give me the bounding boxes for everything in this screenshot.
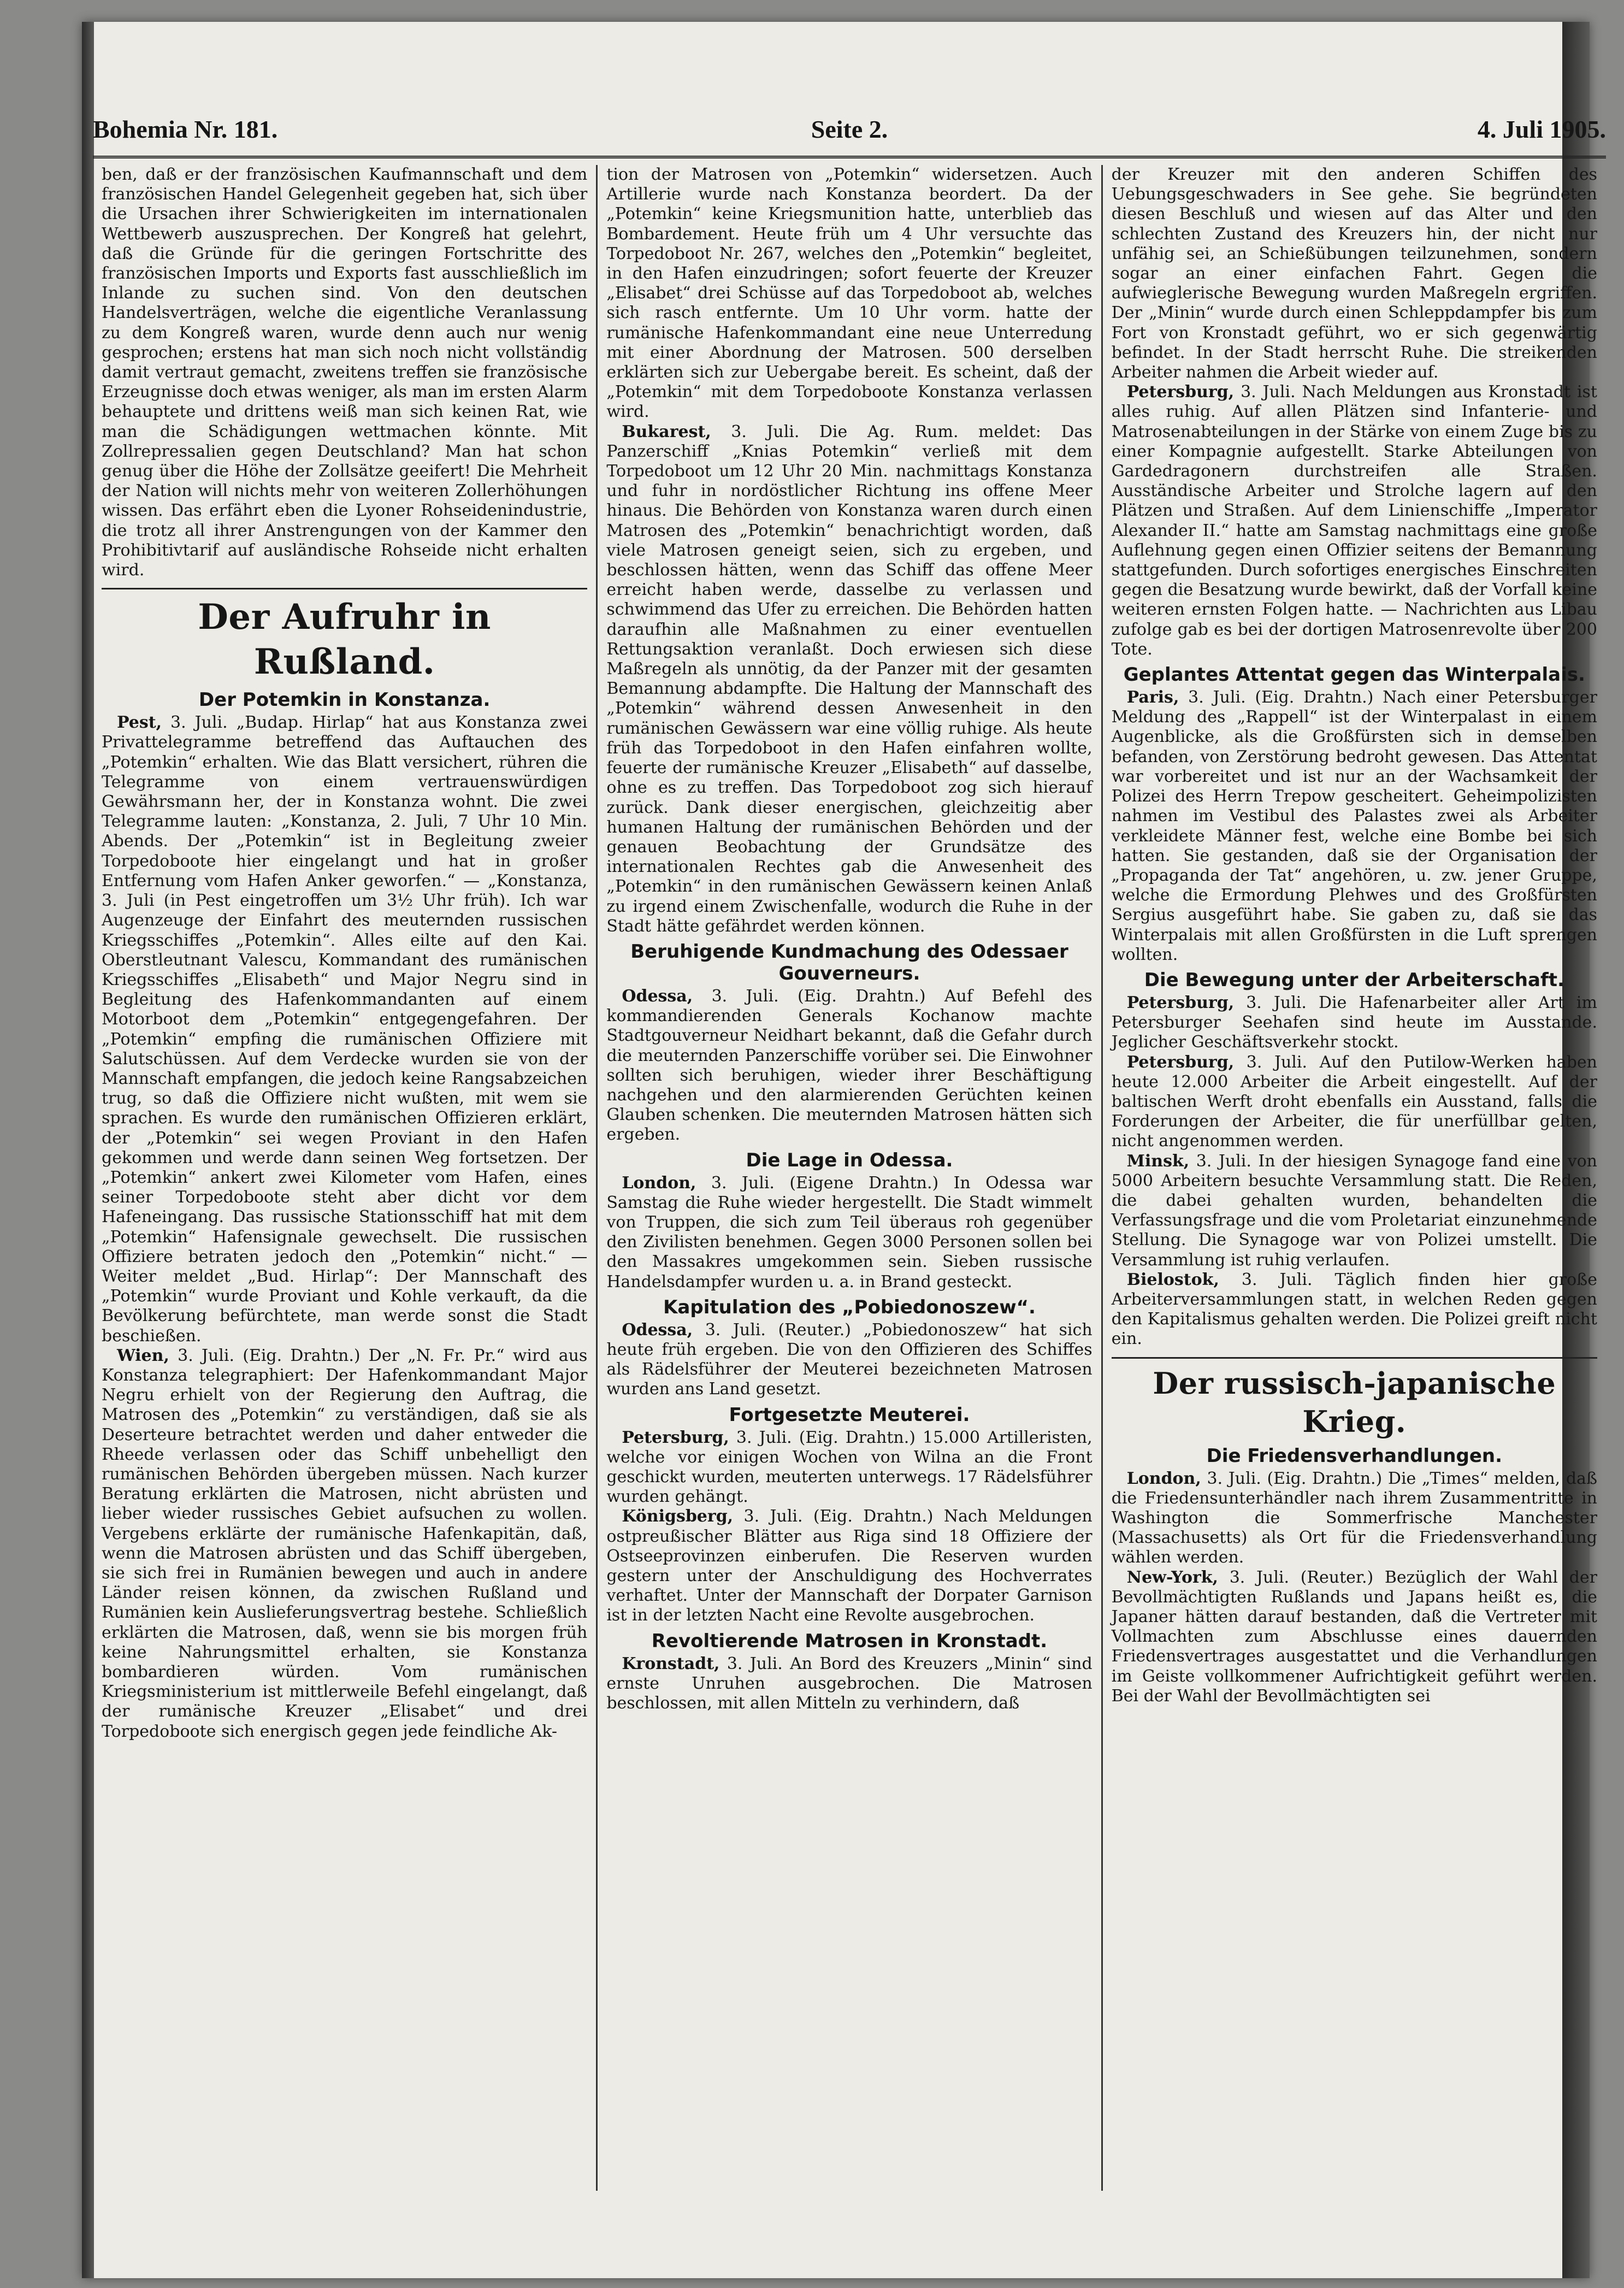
article-continuation: ben, daß er der französischen Kaufmannschaft und dem französischen Handel Gelegenheit gegeben hat, sich über die Ursachen ihrer Schwierigkeiten im internationalen Wettbewerb auszusprechen. Der Kongreß hat gelehrt, daß die Gründe für die geringen Fortschritte des französischen Imports und Exports fast ausschließlich im Inlande zu suchen sind. Von den deutschen Handelsverträgen, welche die eigentliche Veranlassung zu dem Kongreß waren, wurde denn auch nur wenig gesprochen; erstens hat man sich noch nicht vollständig damit vertraut gemacht, zweitens treffen sie französische Erzeugnisse doch etwas weniger, als man im ersten Alarm behauptete und drittens weiß man sich keinen Rat, wie man die Schädigungen wettmachen könnte. Mit Zollrepressalien gegen Deutschland? Man hat schon genug über die Höhe der Zollsätze geeifert! Die Mehrheit der Nation will nichts mehr von weiteren Zollerhöhungen wissen. Das erfährt eben die Lyoner Rohseidenindustrie, die trotz all ihrer Anstrengungen von der Kammer den Prohibitivtarif auf ausländische Rohseide nicht erhalten wird.	[102, 165, 588, 580]
header-issue: Bohemia Nr. 181.	[93, 115, 278, 143]
dispatch-place: London,	[622, 1173, 696, 1193]
dispatch-place: New-York,	[1126, 1567, 1218, 1587]
page-header	[93, 115, 1606, 153]
section-title: Der Aufruhr in Rußland.	[198, 597, 491, 683]
dispatch-text: 3. Juli. Auf den Putilow-Werken haben heute 12.000 Arbeiter die Arbeit eingestellt. Auf der baltischen Werft droht ebenfalls ein Ausstand, falls die Forderungen der Arbeiter, die für unerfüllbar gelten, nicht angenommen werden.	[1111, 1052, 1597, 1151]
subheading: Der Potemkin in Konstanza.	[198, 689, 491, 711]
dispatch-text: 3. Juli. „Budap. Hirlap“ hat aus Konstanza zwei Privattelegramme betreffend das Auftauchen des „Potemkin“ erhalten. Wie das Blatt versichert, rühren die Telegramme von einem vertrauenswürdigen Gewährsmann her, der in Konstanza wohnt. Die zwei Telegramme lauten: „Konstanza, 2. Juli, 7 Uhr 10 Min. Abends. Der „Potemkin“ ist in Begleitung zweier Torpedoboote hier eingelangt und hat in großer Entfernung vom Hafen Anker geworfen.“ — „Konstanza, 3. Juli (in Pest eingetroffen um 3½ Uhr früh). Ich war Augenzeuge der Einfahrt des meuternden russischen Kriegsschiffes „Potemkin“. Alles eilte auf den Kai. Oberstleutnant Valescu, Kommandant des rumänischen Kriegsschiffes „Elisabeth“ und Major Negru sind in Begleitung des Hafenkommandanten auf einem Motorboot dem „Potemkin“ entgegengefahren. Der „Potemkin“ empfing die rumänischen Offiziere mit Salutschüssen. Auf dem Verdecke wurden sie von der Mannschaft empfangen, die jedoch keine Rangsabzeichen trug, so daß die Offiziere nicht wußten, mit wem sie sprachen. Es wurde den rumänischen Offizieren erklärt, der „Potemkin“ sei wegen Proviant in den Hafen gekommen und werde dann seinen Weg fortsetzen. Der „Potemkin“ ankert zwei Kilometer vom Hafen, eines seiner Torpedoboote steht aber dicht vor dem Hafeneingang. Das russische Stationsschiff hat mit dem „Potemkin“ Hafensignale gewechselt. Die russischen Offiziere betraten jedoch den „Potemkin“ nicht.“ — Weiter meldet „Bud. Hirlap“: Der Mannschaft des „Potemkin“ wurde Proviant und Kohle verkauft, da die Bevölkerung befürchtete, man werde sonst die Stadt beschießen.	[102, 713, 588, 1346]
dispatch-text: 3. Juli. (Eig. Drahtn.) Die „Times“ melden, daß die Friedensunterhändler nach ihrem Zusammentritte in Washington die Sommerfrische Manchester (Massachusetts) als Ort für die Friedensverhandlung wählen werden.	[1111, 1469, 1597, 1567]
dispatch-text: 3. Juli. In der hiesigen Synagoge fand eine von 5000 Arbeitern besuchte Versammlung statt. Die Reden, die dabei gehalten wurden, behandelten die Verfassungsfrage und die vom Proletariat einzunehmende Stellung. Die Synagoge war von Polizei umstellt. Die Versammlung ist ruhig verlaufen.	[1111, 1151, 1597, 1270]
dispatch	[606, 1428, 1092, 1507]
subheading: Kapitulation des „Pobiedonoszew“.	[663, 1296, 1036, 1318]
dispatch-place: Kronstadt,	[622, 1654, 720, 1673]
dispatch-text: 3. Juli. (Eigene Drahtn.) In Odessa war Samstag die Ruhe wieder hergestellt. Die Stadt wimmelt von Truppen, die sich zum Teil überaus roh gegenüber den Zivilisten benehmen. Gegen 3000 Personen sollen bei den Massakres umgekommen sein. Sieben russische Handelsdampfer wurden u. a. in Brand gesteckt.	[606, 1173, 1092, 1292]
article-continuation: der Kreuzer mit den anderen Schiffen des Uebungsgeschwaders in See gehe. Sie begründeten diesen Beschluß und wiesen auf das Alter und den schlechten Zustand des Kreuzers hin, der nicht nur unfähig sei, an Schießübungen teilzunehmen, sondern sogar an einer einfachen Fahrt. Gegen die aufwieglerische Bewegung wurden Maßregeln ergriffen. Der „Minin“ wurde durch einen Schleppdampfer bis zum Fort von Kronstadt geführt, wo er sich gegenwärtig befindet. In der Stadt herrscht Ruhe. Die streikenden Arbeiter nahmen die Arbeit wieder auf.	[1111, 165, 1597, 382]
dispatch	[606, 987, 1092, 1145]
subheading: Die Friedensverhandlungen.	[1206, 1444, 1503, 1467]
section-rule	[102, 588, 587, 589]
dispatch-text: 3. Juli. (Eig. Drahtn.) Der „N. Fr. Pr.“ wird aus Konstanza telegraphiert: Der Hafenkommandant Major Negru erhielt von der Regierung den Auftrag, die Matrosen des „Potemkin“ zu verständigen, daß sie als Deserteure betrachtet werden und daher entweder die Rheede verlassen oder das Schiff unbehelligt den rumänischen Behörden übergeben müssen. Nach kurzer Beratung erklärten die Matrosen, nicht abrüsten und lieber wieder russisches Gebiet aufsuchen zu wollen. Vergebens erklärte der rumänische Hafenkapitän, daß, wenn die Matrosen abrüsten und das Schiff übergeben, sie sich frei in Rumänien bewegen und auch in andere Länder reisen können, da zwischen Rußland und Rumänien kein Auslieferungsvertrag bestehe. Schließlich erklärten die Matrosen, daß, wenn sie bis morgen früh keine Nahrungsmittel erhalten, sie Konstanza bombardieren würden. Vom rumänischen Kriegsministerium ist mittlerweile Befehl eingelangt, daß der rumänische Kreuzer „Elisabet“ und drei Torpedoboote sich energisch gegen jede feindliche Ak-	[102, 1346, 588, 1741]
subheading: Fortgesetzte Meuterei.	[729, 1404, 970, 1426]
dispatch-place: Wien,	[117, 1346, 169, 1365]
dispatch	[1112, 1469, 1597, 1568]
dispatch	[1112, 1053, 1597, 1152]
dispatch-text: 3. Juli. Die Ag. Rum. meldet: Das Panzerschiff „Knias Potemkin“ verließ mit dem Torpedoboot um 12 Uhr 20 Min. nachmittags Konstanza und fuhr in nordöstlicher Richtung ins offene Meer hinaus. Die Behörden von Konstanza waren durch einen Matrosen des „Potemkin“ benachrichtigt worden, daß viele Matrosen geneigt seien, sich zu ergeben, und beschlossen hätten, wenn das Schiff das offene Meer erreicht haben werde, dasselbe zu verlassen und schwimmend das Ufer zu erreichen. Die Behörden hatten daraufhin alle Maßnahmen zu einer eventuellen Rettungsaktion veranlaßt. Doch erwiesen sich diese Maßregeln als unnötig, da der Panzer mit der gesamten Bemannung abdampfte. Die Haltung der Mannschaft des „Potemkin“ während dessen Anwesenheit in den rumänischen Gewässern war eine völlig ruhige. Als heute früh das Torpedoboot in den Hafen einfahren wollte, feuerte der rumänische Kreuzer „Elisabeth“ auf dasselbe, ohne es zu treffen. Das Torpedoboot zog sich hierauf zurück. Dank dieser energischen, gleichzeitig aber humanen Haltung der rumänischen Behörden und der genauen Beobachtung der Grundsätze des internationalen Rechtes gab die Anwesenheit des „Potemkin“ in den rumänischen Gewässern keinen Anlaß zu irgend einem Zwischenfalle, wodurch die Ruhe in der Stadt hätte gefährdet werden können.	[606, 422, 1092, 936]
dispatch-text: 3. Juli. (Reuter.) „Pobiedonoszew“ hat sich heute früh ergeben. Die von den Offizieren des Schiffes als Rädelsführer der Meuterei bezeichneten Matrosen wurden ans Land gesetzt.	[606, 1320, 1092, 1399]
dispatch-place: Odessa,	[622, 1320, 693, 1340]
dispatch	[606, 422, 1092, 936]
dispatch	[1112, 1568, 1597, 1706]
dispatch	[606, 1654, 1092, 1714]
dispatch-text: 3. Juli. Täglich finden hier große Arbeiterversammlungen statt, in welchen Reden gegen den Kapitalismus gehalten werden. Die Polizei greift nicht ein.	[1111, 1270, 1597, 1349]
column-3	[1101, 165, 1606, 2191]
dispatch	[606, 1174, 1092, 1292]
dispatch-text: 3. Juli. Die Hafenarbeiter aller Art im Petersburger Seehafen sind heute im Ausstande. Jeglicher Geschäftsverkehr stockt.	[1111, 993, 1597, 1052]
dispatch	[606, 1507, 1092, 1625]
column-2	[596, 165, 1101, 2191]
header-page-number: Seite 2.	[811, 115, 888, 143]
dispatch-place: Petersburg,	[1126, 993, 1235, 1012]
dispatch-place: Petersburg,	[622, 1428, 729, 1447]
dispatch-text: 3. Juli. (Eig. Drahtn.) Nach Meldungen ostpreußischer Blätter aus Riga sind 18 Offiziere der Ostseeprovinzen einberufen. Die Reserven wurden gestern unter der Anschuldigung des Hochverrates verhaftet. Unter der Mannschaft der Dorpater Garnison ist in der letzten Nacht eine Revolte ausgebrochen.	[606, 1507, 1092, 1625]
dispatch-place: Petersburg,	[1126, 382, 1235, 402]
dispatch-text: 3. Juli. (Eig. Drahtn.) Auf Befehl des kommandierenden Generals Kochanow machte Stadtgouverneur Neidhart bekannt, daß die Gefahr durch die meuternden Panzerschiffe vorüber sei. Die Einwohner sollten sich beruhigen, wieder ihrer Beschäftigung nachgehen und den alarmierenden Gerüchten keinen Glauben schenken. Die meuternden Matrosen hätten sich ergeben.	[606, 986, 1092, 1145]
subheading: Beruhigende Kundmachung des Odessaer Gouverneurs.	[630, 940, 1068, 984]
scan-edge-left	[82, 22, 94, 2278]
subheading: Geplantes Attentat gegen das Winterpalais.	[1123, 664, 1585, 686]
dispatch-text: 3. Juli. An Bord des Kreuzers „Minin“ sind ernste Unruhen ausgebrochen. Die Matrosen beschlossen, mit allen Mitteln zu verhindern, daß	[606, 1654, 1092, 1713]
dispatch	[1112, 382, 1597, 659]
dispatch-text: 3. Juli. (Eig. Drahtn.) Nach einer Petersburger Meldung des „Rappell“ ist der Winterpalast in einem Augenblicke, als die Großfürsten sich in demselben befanden, von Zerstörung bedroht gewesen. Das Attentat war vorbereitet und ist nur an der Wachsamkeit der Polizei des Herrn Trepow gescheitert. Geheimpolizisten nahmen im Vestibul des Palastes zwei als Arbeiter verkleidete Männer fest, welche eine Bombe bei sich hatten. Sie gestanden, daß sie der Organisation der „Propaganda der Tat“ angehören, u. zw. jener Gruppe, welche die Ermordung Plehwes und des Großfürsten Sergius ausgeführt habe. Sie gaben zu, daß sie das Winterpalais mit allen Großfürsten in die Luft sprengen wollten.	[1111, 688, 1597, 964]
dispatch-place: Pest,	[117, 713, 162, 733]
dispatch	[1112, 1270, 1597, 1349]
dispatch	[1112, 1152, 1597, 1270]
subheading: Die Bewegung unter der Arbeiterschaft.	[1144, 969, 1564, 991]
dispatch	[102, 713, 587, 1346]
dispatch-place: Petersburg,	[1126, 1052, 1235, 1072]
dispatch-place: Minsk,	[1126, 1151, 1190, 1171]
columns	[93, 165, 1606, 2191]
dispatch-place: Bielostok,	[1126, 1270, 1219, 1289]
article-continuation: tion der Matrosen von „Potemkin“ widersetzen. Auch Artillerie wurde nach Konstanza beordert. Da der „Potemkin“ keine Kriegsmunition hatte, unterblieb das Bombardement. Heute früh um 4 Uhr versuchte das Torpedoboot Nr. 267, welches den „Potemkin“ begleitet, in den Hafen einzudringen; sofort feuerte der Kreuzer „Elisabet“ drei Schüsse auf das Torpedoboot ab, welches sich rasch entfernte. Um 10 Uhr vorm. hatte der rumänische Hafenkommandant eine neue Unterredung mit einer Abordnung der Matrosen. 500 derselben erklärten sich zur Uebergabe bereit. Es scheint, daß der „Potemkin“ mit dem Torpedoboote Konstanza verlassen wird.	[606, 165, 1092, 422]
newspaper-page	[82, 22, 1606, 2278]
dispatch	[1112, 688, 1597, 965]
section-rule	[1112, 1357, 1597, 1359]
subheading: Die Lage in Odessa.	[746, 1149, 953, 1171]
header-date: 4. Juli 1905.	[1477, 115, 1606, 143]
dispatch	[606, 1320, 1092, 1400]
header-rule	[93, 156, 1606, 158]
dispatch-place: Paris,	[1126, 688, 1179, 707]
dispatch-place: Odessa,	[622, 986, 693, 1006]
dispatch	[102, 1346, 587, 1742]
dispatch-place: Königsberg,	[622, 1507, 734, 1526]
section-title: Der russisch-japanische Krieg.	[1153, 1365, 1556, 1439]
dispatch-place: London,	[1126, 1469, 1201, 1488]
subheading: Revoltierende Matrosen in Kronstadt.	[651, 1630, 1048, 1652]
dispatch-text: 3. Juli. (Reuter.) Bezüglich der Wahl der Bevollmächtigten Rußlands und Japans heißt es, die Japaner hätten darauf bestanden, daß die Vertreter mit Vollmachten zum Abschlusse eines dauernden Friedensvertrages ausgestattet und die Verhandlungen im Geiste vollkommener Aufrichtigkeit geführt werden. Bei der Wahl der Bevollmächtigten sei	[1111, 1567, 1597, 1706]
column-1	[93, 165, 596, 2191]
dispatch	[1112, 993, 1597, 1053]
dispatch-text: 3. Juli. (Eig. Drahtn.) 15.000 Artilleristen, welche vor einigen Wochen von Wilna an die Front geschickt wurden, meuterten unterwegs. 17 Rädelsführer wurden gehängt.	[606, 1428, 1092, 1507]
dispatch-place: Bukarest,	[622, 422, 711, 441]
dispatch-text: 3. Juli. Nach Meldungen aus Kronstadt ist alles ruhig. Auf allen Plätzen sind Infanterie- und Matrosenabteilungen in der Stärke von einem Zuge bis zu einer Kompagnie aufgestellt. Starke Abteilungen von Gardedragonern durchstreifen alle Straßen. Ausständische Arbeiter und Strolche lagern auf den Plätzen und Straßen. Auf dem Linienschiffe „Imperator Alexander II.“ hatte am Samstag nachmittags eine große Auflehnung gegen einen Offizier seitens der Bemannung stattgefunden. Durch sofortiges energisches Einschreiten gegen die Besatzung wurde bewirkt, daß der Vorfall keine weiteren ernsten Folgen hatte. — Nachrichten aus Libau zufolge gab es bei der dortigen Matrosenrevolte über 200 Tote.	[1111, 382, 1597, 659]
